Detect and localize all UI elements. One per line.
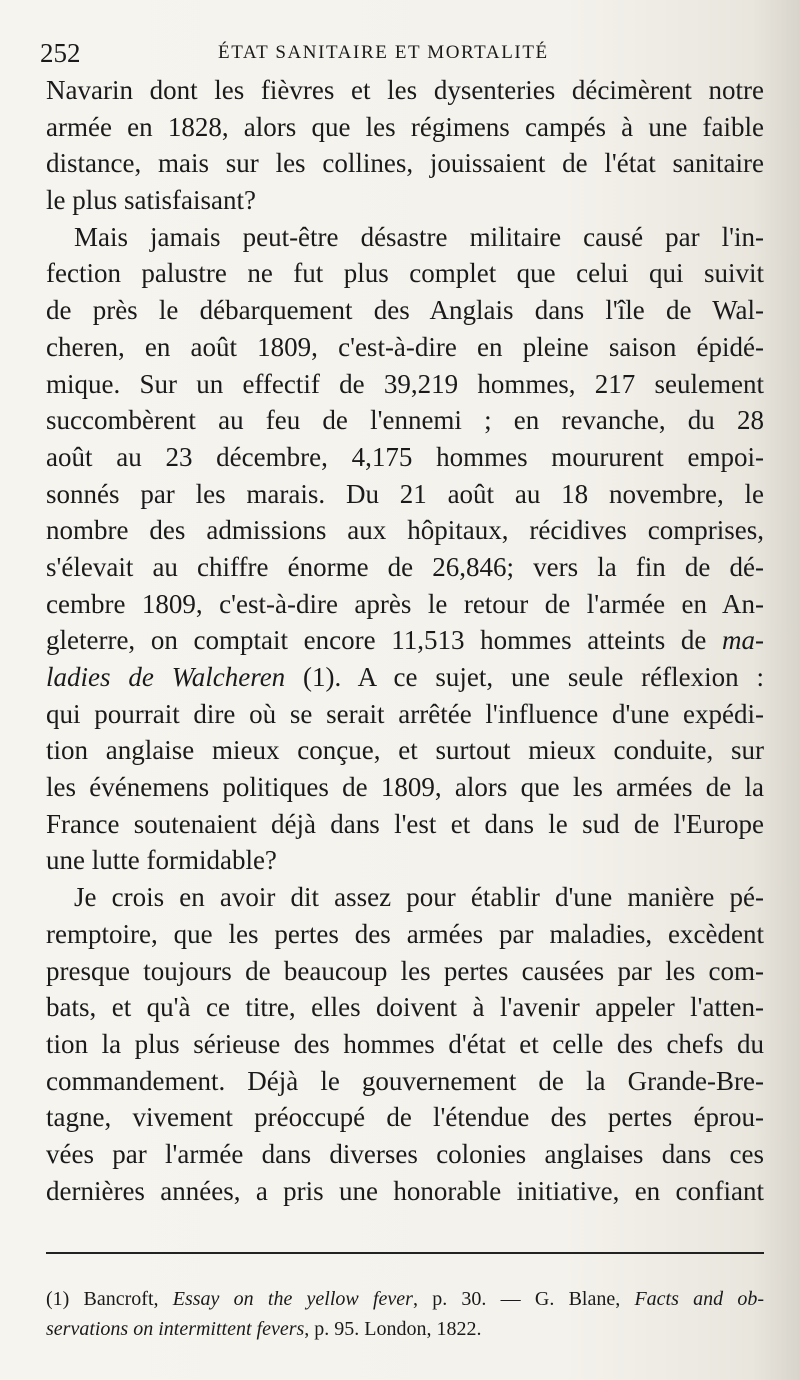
text-line	[46, 659, 764, 696]
text-line: Je crois en avoir dit assez pour établir d'une manière pé-	[74, 882, 764, 913]
text-line: fection palustre ne fut plus complet que celui qui suivit	[46, 258, 764, 289]
text-line: remptoire, que les pertes des armées par maladies, excèdent	[46, 918, 764, 949]
text-line: commandement. Déjà le gouvernement de la Grande-Bre-	[46, 1065, 764, 1096]
text-line: succombèrent au feu de l'ennemi ; en revanche, du 28	[46, 405, 764, 436]
text-segment: (1). A ce sujet, une seule réflexion :	[285, 662, 764, 692]
text-line: le plus satisfaisant?	[46, 185, 256, 216]
text-line: distance, mais sur les collines, jouissaient de l'état sanitaire	[46, 148, 764, 179]
text-line: mique. Sur un effectif de 39,219 hommes, 217 seulement	[46, 368, 764, 399]
italic-text: ma-	[722, 625, 765, 656]
text-line: s'élevait au chiffre énorme de 26,846; vers la fin de dé-	[46, 551, 764, 582]
text-line: août au 23 décembre, 4,175 hommes moururent empoi-	[46, 441, 764, 472]
text-line: vées par l'armée dans diverses colonies anglaises dans ces	[46, 1138, 764, 1169]
text-line: tion anglaise mieux conçue, et surtout mieux conduite, sur	[46, 735, 764, 766]
text-line	[46, 622, 764, 659]
footnote	[46, 1284, 764, 1344]
text-line: cheren, en août 1809, c'est-à-dire en pleine saison épidé-	[46, 331, 764, 362]
text-line: nombre des admissions aux hôpitaux, récidives comprises,	[46, 515, 764, 546]
text-line: dernières années, a pris une honorable initiative, en confiant	[46, 1175, 764, 1206]
italic-text: servations on intermittent fevers	[46, 1318, 305, 1340]
footnote-line	[46, 1314, 764, 1344]
text-line: les événemens politiques de 1809, alors que les armées de la	[46, 772, 764, 803]
text-line: une lutte formidable?	[46, 845, 277, 876]
text-line: Navarin dont les fièvres et les dysenteries décimèrent notre	[46, 75, 764, 105]
text-segment: , p. 30. — G. Blane,	[412, 1288, 635, 1310]
italic-text: Essay on the yellow fever	[172, 1288, 413, 1310]
text-line: armée en 1828, alors que les régimens campés à une faible	[46, 111, 764, 142]
text-line: Mais jamais peut-être désastre militaire causé par l'in-	[74, 221, 764, 252]
running-head: ÉTAT SANITAIRE ET MORTALITÉ	[218, 42, 549, 63]
text-line: de près le débarquement des Anglais dans l'île de Wal-	[46, 295, 764, 326]
text-line: cembre 1809, c'est-à-dire après le retour de l'armée en An-	[46, 588, 764, 619]
body-text	[46, 72, 764, 1209]
italic-text: Facts and ob-	[634, 1288, 765, 1310]
page-header	[40, 28, 760, 68]
italic-text: ladies de Walcheren	[46, 662, 286, 692]
text-line: presque toujours de beaucoup les pertes causées par les com-	[46, 955, 764, 986]
page-number: 252	[40, 38, 81, 68]
text-line: tion la plus sérieuse des hommes d'état et celle des chefs du	[46, 1028, 764, 1059]
text-line: bats, et qu'à ce titre, elles doivent à l'avenir appeler l'atten-	[46, 992, 764, 1023]
text-line: France soutenaient déjà dans l'est et dans le sud de l'Europe	[46, 808, 764, 839]
text-line: qui pourrait dire où se serait arrêtée l'influence d'une expédi-	[46, 698, 764, 729]
text-segment: , p. 95. London, 1822.	[304, 1318, 482, 1340]
text-segment: (1) Bancroft,	[46, 1288, 173, 1310]
text-segment: gleterre, on comptait encore 11,513 hommes atteints de	[46, 625, 707, 656]
footnote-divider	[46, 1252, 764, 1254]
footnote-line	[46, 1284, 764, 1314]
text-line: sonnés par les marais. Du 21 août au 18 novembre, le	[46, 478, 764, 509]
text-line: tagne, vivement préoccupé de l'étendue des pertes éprou-	[46, 1102, 764, 1133]
